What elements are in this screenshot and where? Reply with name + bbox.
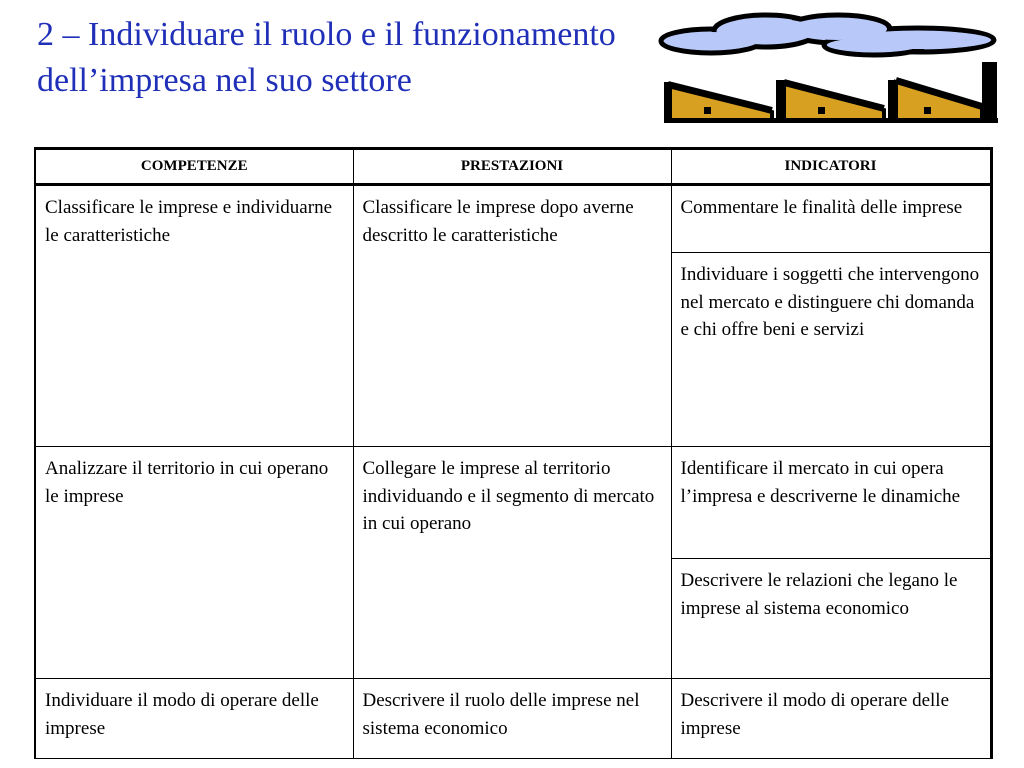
header-prestazioni: PRESTAZIONI (353, 149, 671, 185)
competenze-table (34, 147, 993, 759)
indicatore-cell: Commentare le finalità delle imprese (671, 185, 991, 253)
indicatore-cell: Descrivere il modo di operare delle imprese (671, 679, 991, 759)
indicatore-cell: Descrivere le relazioni che legano le imprese al sistema economico (671, 559, 991, 679)
table-row (35, 679, 991, 759)
table-row (35, 185, 991, 253)
competenza-cell: Classificare le imprese e individuarne le caratteristiche (35, 185, 353, 447)
header-competenze: COMPETENZE (35, 149, 353, 185)
prestazione-cell: Descrivere il ruolo delle imprese nel sistema economico (353, 679, 671, 759)
indicatore-cell: Individuare i soggetti che intervengono nel mercato e distinguere chi domanda e chi offre beni e servizi (671, 253, 991, 447)
competenza-cell: Individuare il modo di operare delle imprese (35, 679, 353, 759)
prestazione-cell: Classificare le imprese dopo averne descritto le caratteristiche (353, 185, 671, 447)
table-header-row (35, 149, 991, 185)
header-indicatori: INDICATORI (671, 149, 991, 185)
slide-title: 2 – Individuare il ruolo e il funzionamento dell’impresa nel suo settore (37, 16, 616, 99)
table-row (35, 447, 991, 559)
indicatore-cell: Identificare il mercato in cui opera l’impresa e descriverne le dinamiche (671, 447, 991, 559)
factory-with-clouds-icon (656, 10, 1002, 126)
prestazione-cell: Collegare le imprese al territorio individuando e il segmento di mercato in cui operano (353, 447, 671, 679)
competenza-cell: Analizzare il territorio in cui operano le imprese (35, 447, 353, 679)
